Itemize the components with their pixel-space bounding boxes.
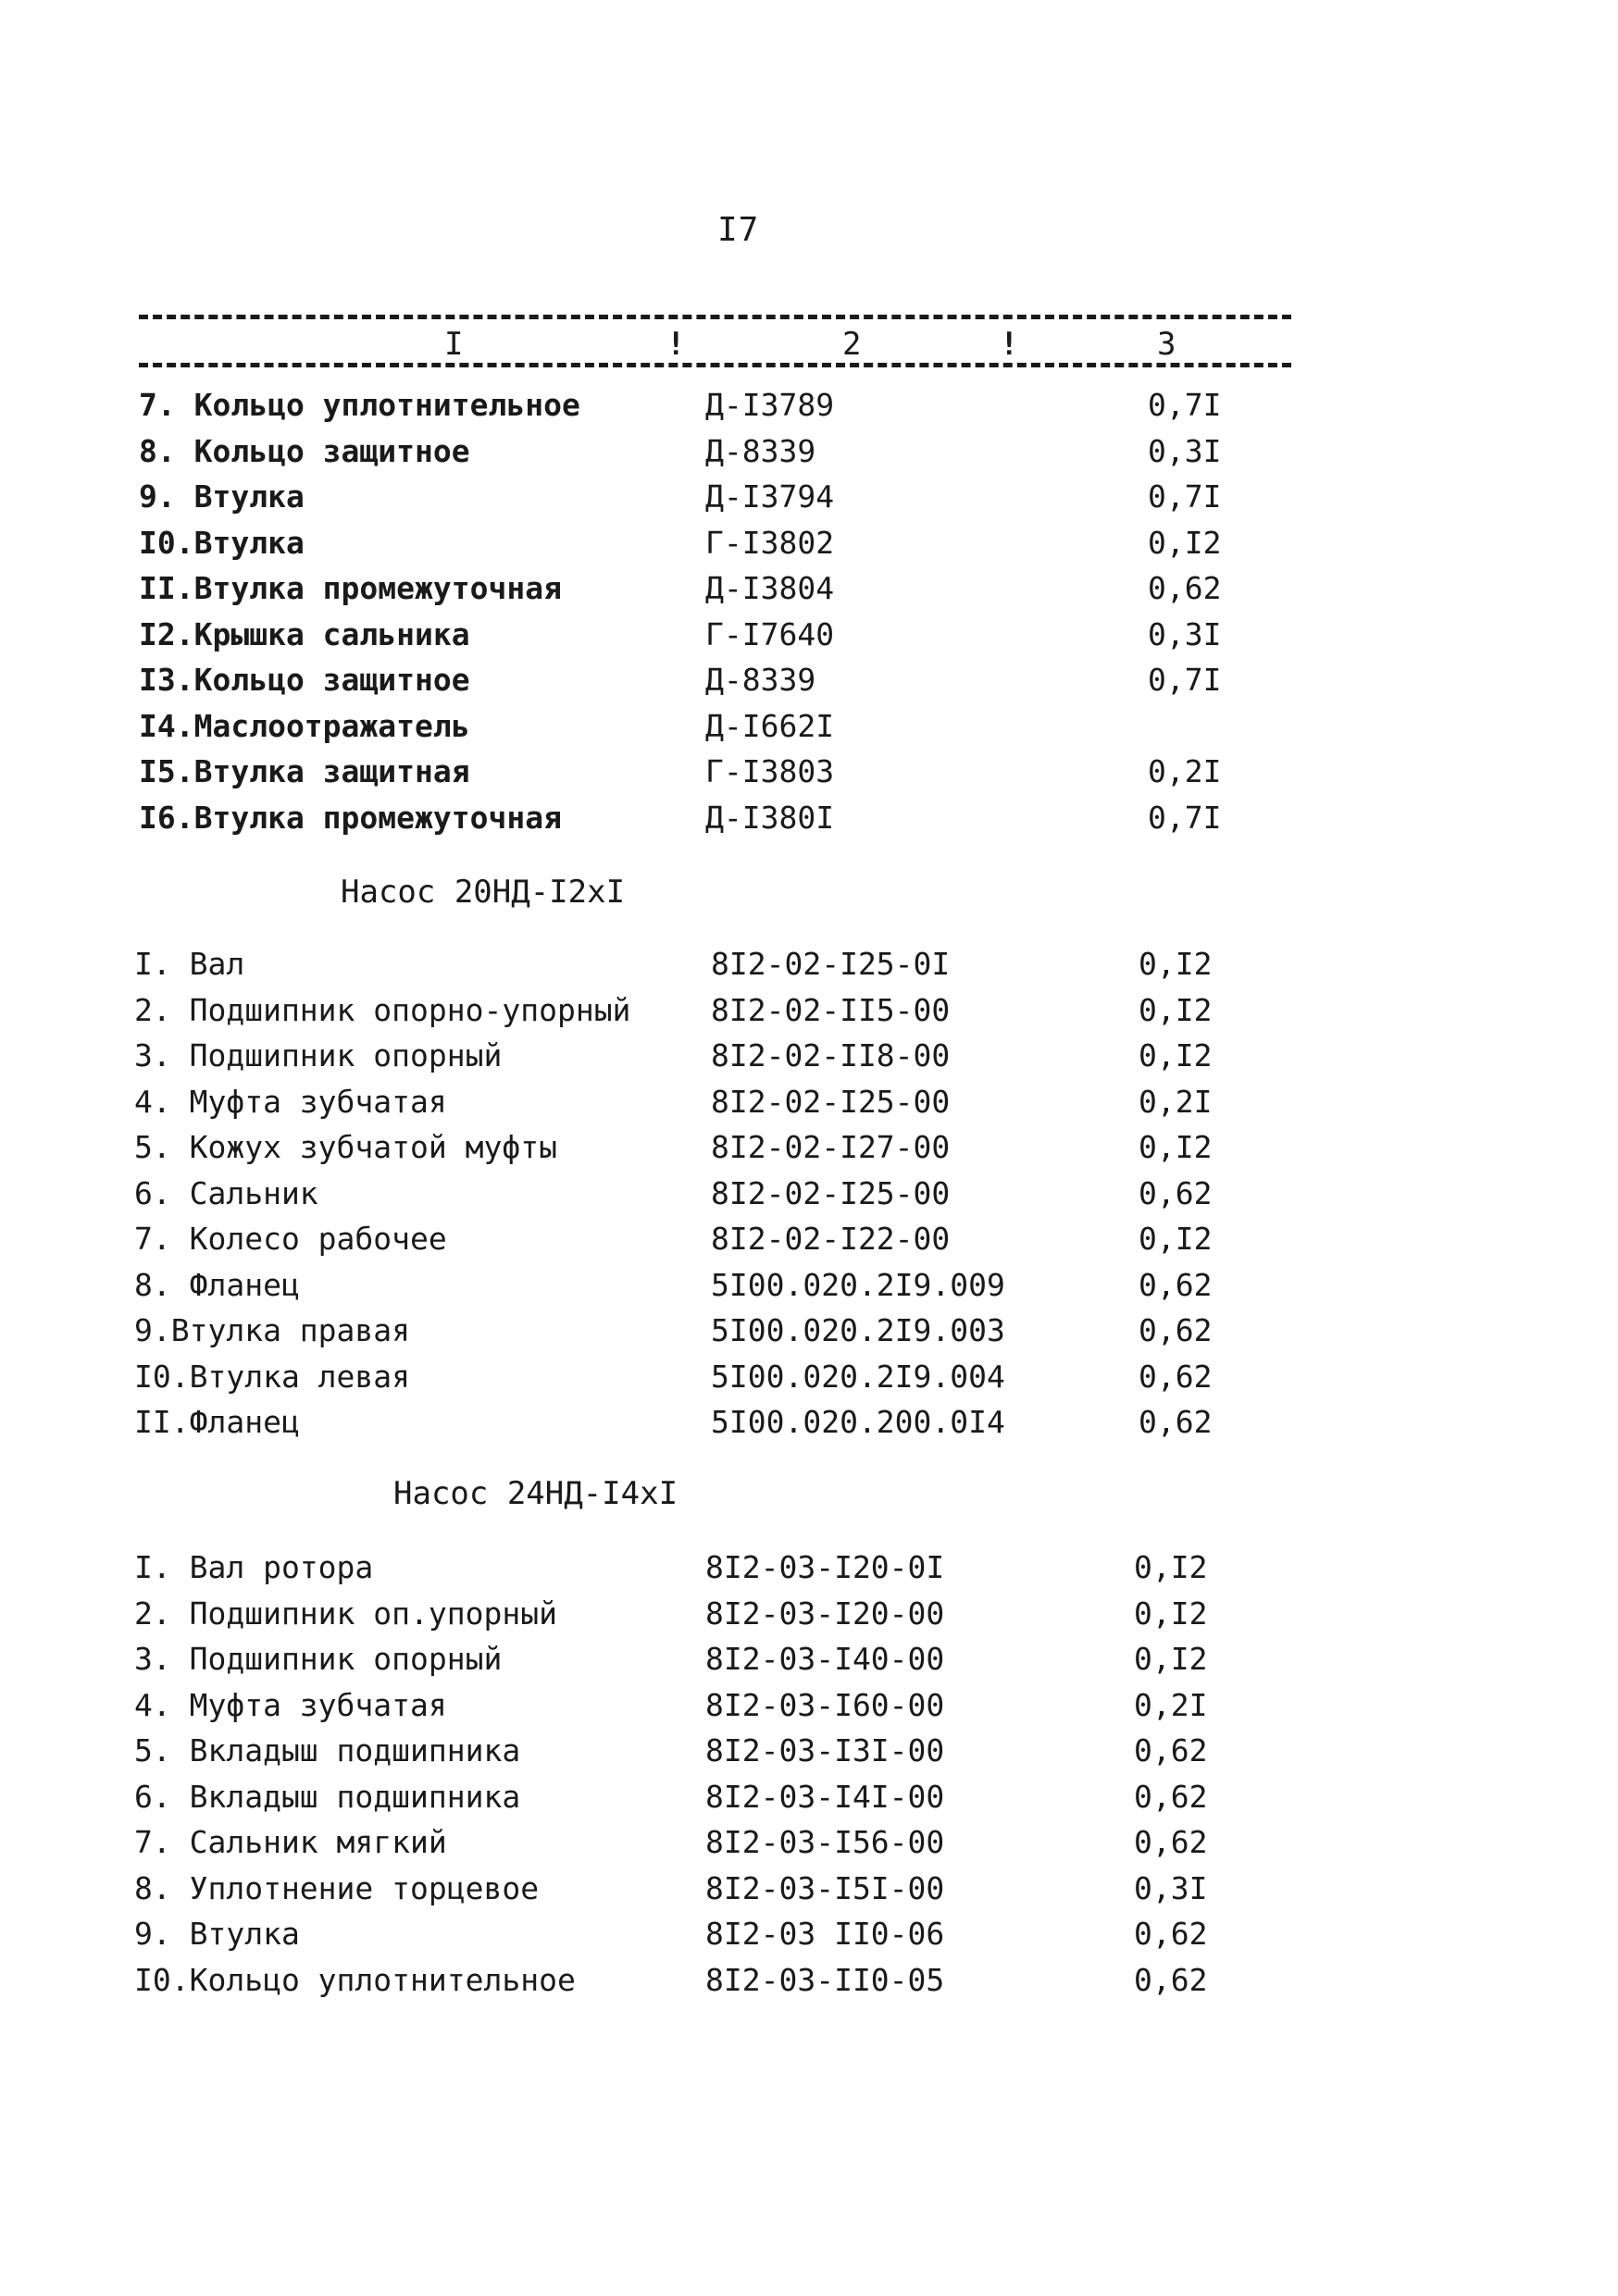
item-code: 8I2-03 II0-06	[705, 1916, 945, 1952]
item-name: 6. Сальник	[134, 1174, 318, 1211]
item-code: 8I2-03-I4I-00	[705, 1778, 945, 1815]
item-value: 0,62	[1139, 1312, 1213, 1348]
table-row	[134, 1263, 1222, 1308]
item-code: Д-I3804	[705, 570, 835, 606]
table-row	[134, 1683, 1222, 1728]
header-separator-1: !	[666, 326, 686, 363]
item-code: Д-8339	[705, 432, 816, 469]
table-row	[134, 1820, 1222, 1865]
item-value: 0,62	[1139, 1404, 1213, 1440]
table-row	[134, 1912, 1222, 1956]
header-bottom-rule	[139, 363, 1291, 367]
item-value: 0,I2	[1134, 1595, 1208, 1632]
item-name: I2.Крышка сальника	[139, 615, 470, 652]
item-value: 0,62	[1139, 1266, 1213, 1303]
item-name: 8. Фланец	[134, 1266, 300, 1303]
item-name: I6.Втулка промежуточная	[139, 799, 562, 836]
item-value: 0,I2	[1134, 1641, 1208, 1677]
item-name: 7. Сальник мягкий	[134, 1824, 447, 1860]
item-value: 0,3I	[1148, 432, 1222, 469]
item-value: 0,62	[1139, 1174, 1213, 1211]
table-row	[134, 1958, 1222, 2003]
table-row	[139, 383, 1222, 428]
item-value: 0,62	[1134, 1824, 1208, 1860]
item-name: 2. Подшипник оп.упорный	[134, 1595, 557, 1632]
table-row	[134, 1034, 1222, 1078]
item-code: Д-I380I	[705, 799, 835, 836]
table-row	[134, 1080, 1222, 1124]
table-row	[134, 1125, 1222, 1170]
item-name: I0.Втулка левая	[134, 1358, 411, 1395]
item-value: 0,2I	[1134, 1686, 1208, 1723]
item-name: 6. Вкладыш подшипника	[134, 1778, 521, 1815]
item-code: 8I2-03-I3I-00	[705, 1732, 945, 1769]
table-header	[139, 326, 1291, 363]
table-row	[134, 1217, 1222, 1261]
item-value: 0,7I	[1148, 799, 1222, 836]
table-row	[139, 429, 1222, 474]
table-row	[134, 1545, 1222, 1590]
table-row	[139, 750, 1222, 794]
item-code: 5I00.020.2I9.003	[711, 1312, 1005, 1348]
table-row	[134, 1400, 1222, 1445]
item-name: 9. Втулка	[139, 478, 305, 515]
item-value: 0,I2	[1139, 1037, 1213, 1074]
table-row	[134, 1309, 1222, 1353]
item-name: 2. Подшипник опорно-упорный	[134, 991, 631, 1028]
item-value: 0,62	[1134, 1916, 1208, 1952]
item-value: 0,62	[1134, 1732, 1208, 1769]
item-name: I3.Кольцо защитное	[139, 662, 470, 698]
item-code: 8I2-02-I25-00	[711, 1174, 951, 1211]
page-number: I7	[717, 211, 760, 249]
item-code: Д-I3794	[705, 478, 835, 515]
item-name: II.Фланец	[134, 1404, 300, 1440]
table-row	[134, 942, 1222, 987]
item-value: 0,7I	[1148, 387, 1222, 423]
item-value: 0,I2	[1139, 991, 1213, 1028]
item-name: I5.Втулка защитная	[139, 753, 470, 789]
table-row	[139, 658, 1222, 702]
item-value: 0,62	[1134, 1961, 1208, 1998]
table-row	[139, 521, 1222, 565]
item-name: 4. Муфта зубчатая	[134, 1083, 447, 1120]
group2-title: Насос 20НД-I2хI	[341, 874, 626, 911]
item-name: I0.Кольцо уплотнительное	[134, 1961, 576, 1998]
table-row	[134, 1592, 1222, 1636]
header-col-2: 2	[842, 326, 862, 363]
item-value: 0,7I	[1148, 662, 1222, 698]
item-code: 8I2-02-I25-0I	[711, 946, 951, 982]
item-value: 0,I2	[1139, 1129, 1213, 1165]
table-row	[139, 704, 1222, 749]
item-name: 9. Втулка	[134, 1916, 300, 1952]
item-name: 7. Кольцо уплотнительное	[139, 387, 580, 423]
item-code: 5I00.020.200.0I4	[711, 1404, 1005, 1440]
table-row	[134, 1637, 1222, 1682]
item-value: 0,I2	[1148, 524, 1222, 561]
table-row	[139, 613, 1222, 657]
table-row	[139, 566, 1222, 611]
header-top-rule	[139, 315, 1291, 319]
item-code: 8I2-02-I22-00	[711, 1221, 951, 1257]
item-value: 0,7I	[1148, 478, 1222, 515]
item-value: 0,62	[1148, 570, 1222, 606]
header-separator-2: !	[1000, 326, 1019, 363]
item-value: 0,3I	[1134, 1869, 1208, 1906]
item-code: 5I00.020.2I9.004	[711, 1358, 1005, 1395]
item-value: 0,I2	[1139, 1221, 1213, 1257]
item-code: 8I2-03-I40-00	[705, 1641, 945, 1677]
table-row	[139, 796, 1222, 840]
item-name: 8. Уплотнение торцевое	[134, 1869, 540, 1906]
item-code: 8I2-03-I20-00	[705, 1595, 945, 1632]
item-code: 8I2-02-II8-00	[711, 1037, 951, 1074]
item-name: 3. Подшипник опорный	[134, 1037, 503, 1074]
item-code: 8I2-03-I60-00	[705, 1686, 945, 1723]
item-code: Г-I3802	[705, 524, 835, 561]
header-col-1: I	[444, 326, 464, 363]
item-name: 5. Вкладыш подшипника	[134, 1732, 521, 1769]
item-code: Г-I7640	[705, 615, 835, 652]
item-name: I. Вал ротора	[134, 1549, 374, 1585]
header-col-3: 3	[1157, 326, 1176, 363]
table-row	[134, 1775, 1222, 1819]
item-value: 0,I2	[1139, 946, 1213, 982]
item-code: 8I2-02-I25-00	[711, 1083, 951, 1120]
item-code: 8I2-02-II5-00	[711, 991, 951, 1028]
item-code: 8I2-02-I27-00	[711, 1129, 951, 1165]
item-name: 5. Кожух зубчатой муфты	[134, 1129, 557, 1165]
item-name: I. Вал	[134, 946, 245, 982]
table-row	[134, 1729, 1222, 1773]
item-name: 4. Муфта зубчатая	[134, 1686, 447, 1723]
item-code: Д-I662I	[705, 707, 835, 744]
table-row	[134, 1867, 1222, 1911]
item-name: II.Втулка промежуточная	[139, 570, 562, 606]
item-name: I0.Втулка	[139, 524, 305, 561]
item-value: 0,2I	[1139, 1083, 1213, 1120]
item-value: 0,3I	[1148, 615, 1222, 652]
item-name: 9.Втулка правая	[134, 1312, 411, 1348]
item-code: Д-I3789	[705, 387, 835, 423]
group3-title: Насос 24НД-I4хI	[393, 1475, 678, 1512]
item-value: 0,62	[1134, 1778, 1208, 1815]
item-code: 8I2-03-I5I-00	[705, 1869, 945, 1906]
item-code: Г-I3803	[705, 753, 835, 789]
item-value: 0,2I	[1148, 753, 1222, 789]
item-name: I4.Маслоотражатель	[139, 707, 470, 744]
item-code: 5I00.020.2I9.009	[711, 1266, 1005, 1303]
table-row	[139, 475, 1222, 519]
item-name: 7. Колесо рабочее	[134, 1221, 447, 1257]
table-row	[134, 1355, 1222, 1399]
item-value: 0,I2	[1134, 1549, 1208, 1585]
table-row	[134, 988, 1222, 1033]
item-code: 8I2-03-I56-00	[705, 1824, 945, 1860]
item-name: 8. Кольцо защитное	[139, 432, 470, 469]
item-name: 3. Подшипник опорный	[134, 1641, 503, 1677]
item-code: 8I2-03-I20-0I	[705, 1549, 945, 1585]
item-value: 0,62	[1139, 1358, 1213, 1395]
table-row	[134, 1172, 1222, 1216]
item-code: Д-8339	[705, 662, 816, 698]
item-code: 8I2-03-II0-05	[705, 1961, 945, 1998]
